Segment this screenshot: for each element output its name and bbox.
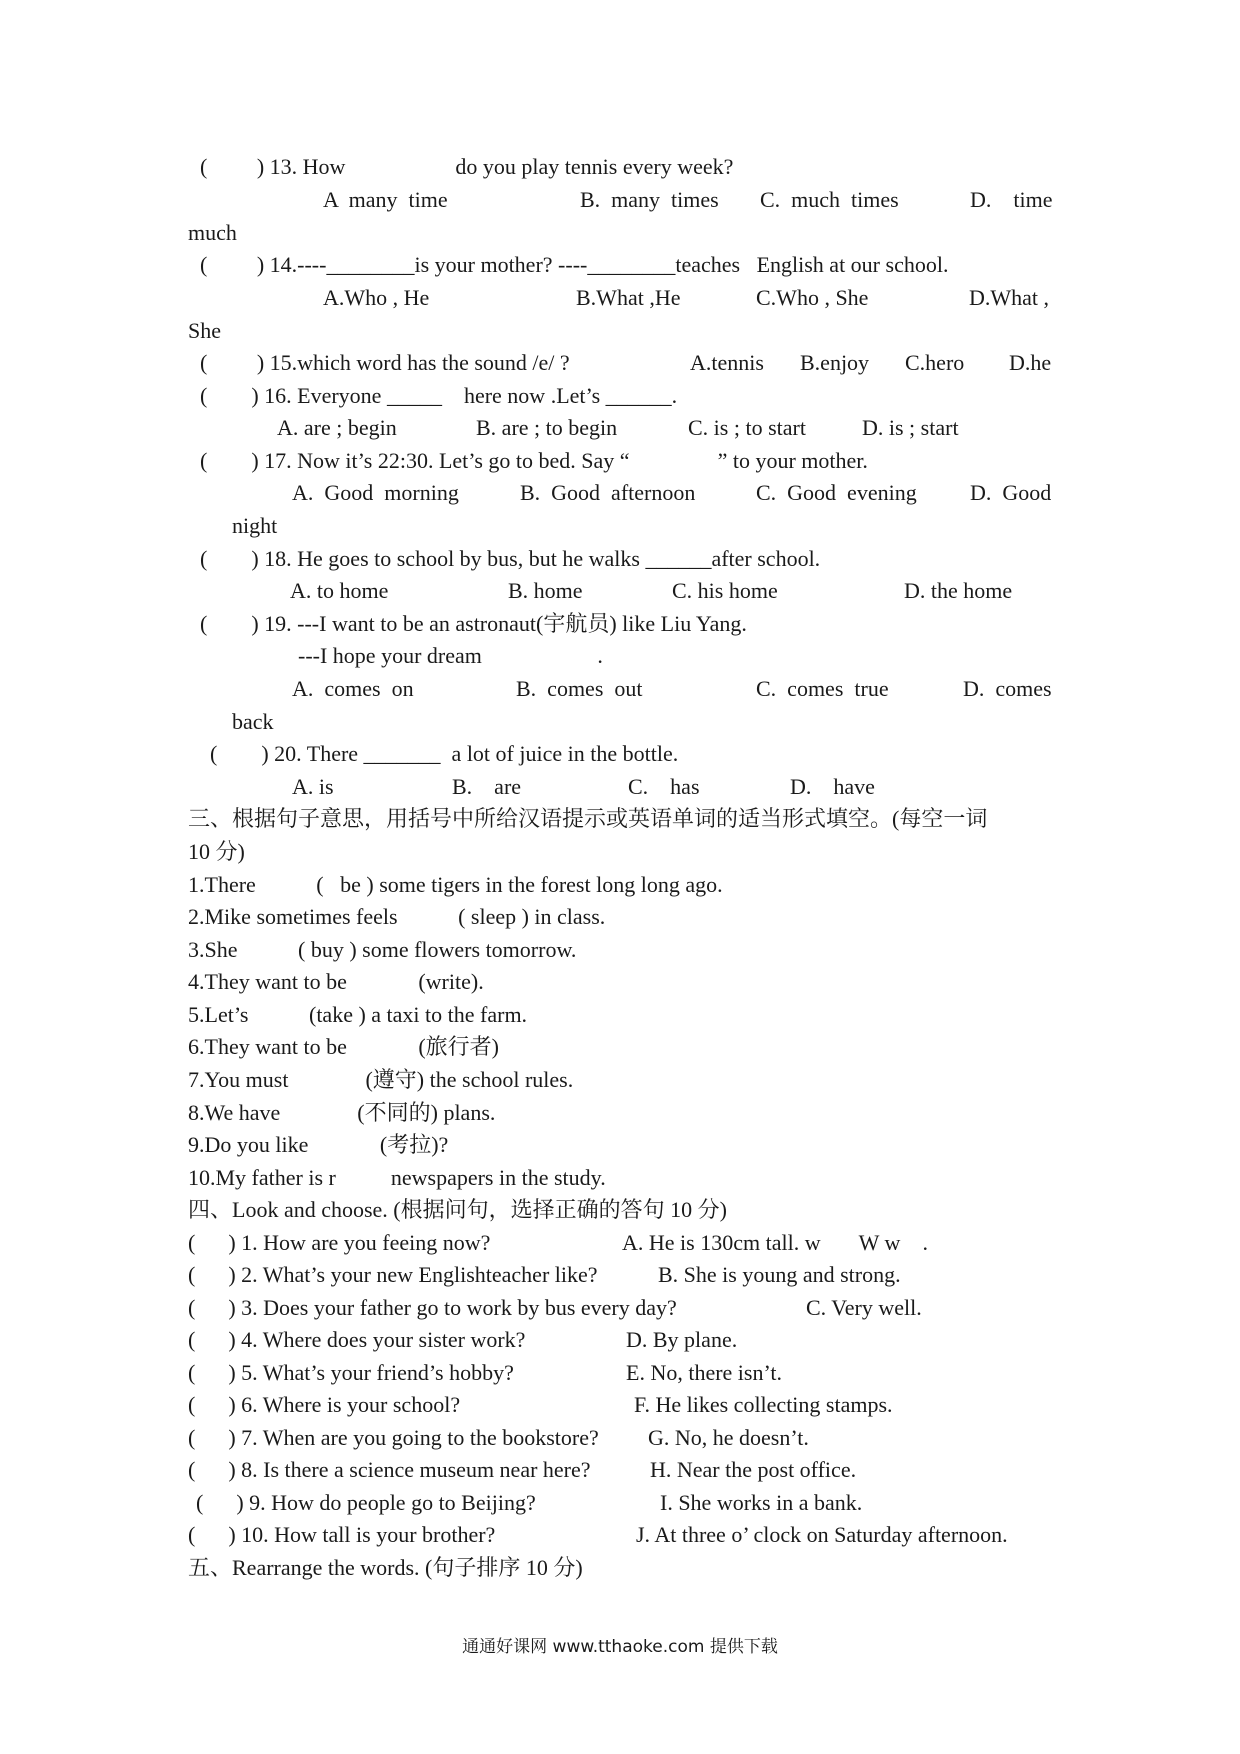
question-14: ( ) 14.----________is your mother? ----________teaches English at our school. bbox=[200, 252, 949, 277]
section-4-question-6: ( ) 6. Where is your school? bbox=[188, 1392, 461, 1417]
q17-option-d-continued: night bbox=[232, 513, 278, 538]
q13-option-c: C. much times bbox=[760, 187, 899, 212]
q14-option-a: A.Who , He bbox=[323, 285, 430, 310]
section-4-question-1: ( ) 1. How are you feeing now? bbox=[188, 1230, 491, 1255]
section-3-heading: 三、根据句子意思，用括号中所给汉语提示或英语单词的适当形式填空。(每空一词 bbox=[188, 806, 988, 831]
page-footer: 通通好课网 www.tthaoke.com 提供下载 bbox=[462, 1637, 778, 1657]
q19-option-d-continued: back bbox=[232, 709, 274, 734]
q15-option-b: B.enjoy bbox=[800, 350, 870, 375]
section-3-item-10: 10.My father is r newspapers in the study. bbox=[188, 1165, 606, 1190]
section-4-question-2: ( ) 2. What’s your new Englishteacher like? bbox=[188, 1262, 598, 1287]
q18-option-b: B. home bbox=[508, 578, 583, 603]
q13-option-b: B. many times bbox=[580, 187, 719, 212]
section-3-item-9: 9.Do you like (考拉)? bbox=[188, 1132, 449, 1157]
section-4-question-8: ( ) 8. Is there a science museum near here? bbox=[188, 1457, 591, 1482]
q19-option-b: B. comes out bbox=[516, 676, 643, 701]
question-19: ( ) 19. ---I want to be an astronaut(宇航员) like Liu Yang. bbox=[200, 611, 747, 636]
section-4-answer-a: A. He is 130cm tall. w W w . bbox=[622, 1230, 928, 1255]
q13-option-d-continued: much bbox=[188, 220, 237, 245]
section-4-question-9: ( ) 9. How do people go to Beijing? bbox=[196, 1490, 536, 1515]
question-17: ( ) 17. Now it’s 22:30. Let’s go to bed. Say “ ” to your mother. bbox=[200, 448, 868, 473]
section-4-answer-i: I. She works in a bank. bbox=[660, 1490, 863, 1515]
section-3-item-5: 5.Let’s (take ) a taxi to the farm. bbox=[188, 1002, 528, 1027]
section-4-heading: 四、Look and choose. (根据问句，选择正确的答句 10 分) bbox=[188, 1197, 727, 1222]
section-3-item-4: 4.They want to be (write). bbox=[188, 969, 484, 994]
section-3-item-3: 3.She ( buy ) some flowers tomorrow. bbox=[188, 937, 577, 962]
q20-option-d: D. have bbox=[790, 774, 875, 799]
q20-option-c: C. has bbox=[628, 774, 700, 799]
section-4-answer-d: D. By plane. bbox=[626, 1327, 738, 1352]
q16-option-a: A. are ; begin bbox=[277, 415, 397, 440]
q17-option-b: B. Good afternoon bbox=[520, 480, 696, 505]
section-4-answer-e: E. No, there isn’t. bbox=[626, 1360, 783, 1385]
question-16: ( ) 16. Everyone _____ here now .Let’s ______. bbox=[200, 383, 678, 408]
q15-option-c: C.hero bbox=[905, 350, 965, 375]
q17-option-d: D. Good bbox=[970, 480, 1052, 505]
q14-option-d-continued: She bbox=[188, 318, 221, 343]
q16-option-c: C. is ; to start bbox=[688, 415, 806, 440]
section-4-answer-j: J. At three o’ clock on Saturday afternoon. bbox=[636, 1522, 1008, 1547]
q15-option-a: A.tennis bbox=[690, 350, 764, 375]
question-19-response: ---I hope your dream . bbox=[298, 643, 603, 668]
section-3-heading-continued: 10 分) bbox=[188, 839, 245, 864]
q13-option-a: A many time bbox=[323, 187, 448, 212]
q18-option-d: D. the home bbox=[904, 578, 1013, 603]
q16-option-b: B. are ; to begin bbox=[476, 415, 618, 440]
q13-option-d: D. time bbox=[970, 187, 1053, 212]
q19-option-d: D. comes bbox=[963, 676, 1052, 701]
q18-option-a: A. to home bbox=[290, 578, 389, 603]
q17-option-a: A. Good morning bbox=[292, 480, 459, 505]
section-4-answer-f: F. He likes collecting stamps. bbox=[634, 1392, 893, 1417]
question-13: ( ) 13. How do you play tennis every week? bbox=[200, 154, 734, 179]
q15-option-d: D.he bbox=[1009, 350, 1052, 375]
q17-option-c: C. Good evening bbox=[756, 480, 917, 505]
q14-option-d: D.What , bbox=[969, 285, 1050, 310]
section-3-item-8: 8.We have (不同的) plans. bbox=[188, 1100, 496, 1125]
q18-option-c: C. his home bbox=[672, 578, 778, 603]
section-4-answer-c: C. Very well. bbox=[806, 1295, 922, 1320]
section-3-item-1: 1.There ( be ) some tigers in the forest long long ago. bbox=[188, 872, 723, 897]
q19-option-c: C. comes true bbox=[756, 676, 889, 701]
section-4-question-4: ( ) 4. Where does your sister work? bbox=[188, 1327, 526, 1352]
section-4-question-5: ( ) 5. What’s your friend’s hobby? bbox=[188, 1360, 514, 1385]
question-18: ( ) 18. He goes to school by bus, but he walks ______after school. bbox=[200, 546, 821, 571]
section-4-question-3: ( ) 3. Does your father go to work by bus every day? bbox=[188, 1295, 677, 1320]
q14-option-c: C.Who , She bbox=[756, 285, 869, 310]
section-4-answer-h: H. Near the post office. bbox=[650, 1457, 857, 1482]
section-4-question-10: ( ) 10. How tall is your brother? bbox=[188, 1522, 496, 1547]
section-3-item-7: 7.You must (遵守) the school rules. bbox=[188, 1067, 574, 1092]
question-15: ( ) 15.which word has the sound /e/ ? bbox=[200, 350, 570, 375]
question-20: ( ) 20. There _______ a lot of juice in the bottle. bbox=[210, 741, 679, 766]
section-3-item-6: 6.They want to be (旅行者) bbox=[188, 1034, 499, 1059]
q20-option-a: A. is bbox=[292, 774, 334, 799]
section-4-question-7: ( ) 7. When are you going to the bookstore? bbox=[188, 1425, 599, 1450]
section-5-heading: 五、Rearrange the words. (句子排序 10 分) bbox=[188, 1555, 583, 1580]
q16-option-d: D. is ; start bbox=[862, 415, 959, 440]
q20-option-b: B. are bbox=[452, 774, 522, 799]
q14-option-b: B.What ,He bbox=[576, 285, 681, 310]
section-3-item-2: 2.Mike sometimes feels ( sleep ) in class. bbox=[188, 904, 606, 929]
q19-option-a: A. comes on bbox=[292, 676, 414, 701]
section-4-answer-g: G. No, he doesn’t. bbox=[648, 1425, 809, 1450]
section-4-answer-b: B. She is young and strong. bbox=[658, 1262, 901, 1287]
